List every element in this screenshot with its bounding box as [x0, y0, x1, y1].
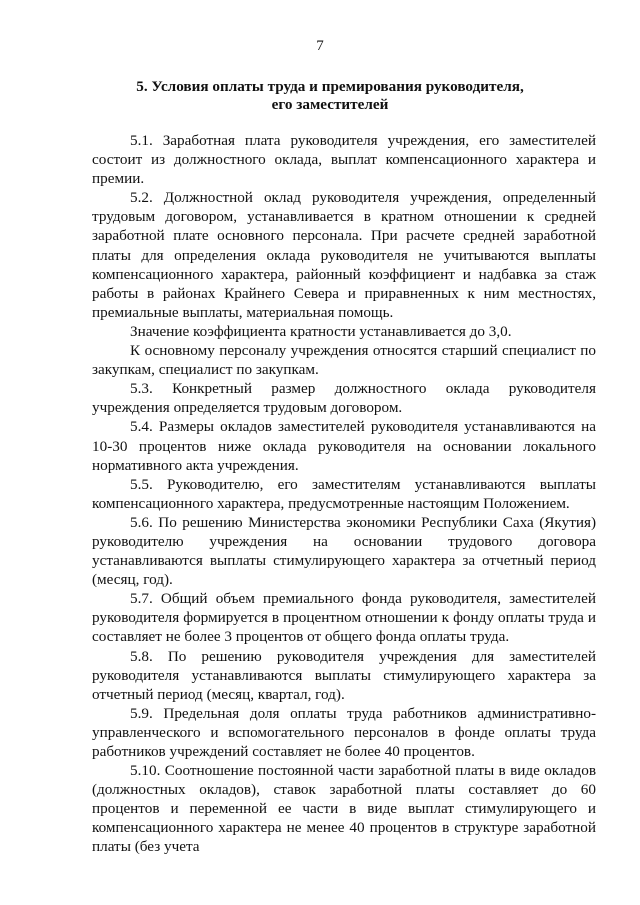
paragraph-5-5: 5.5. Руководителю, его заместителям устанавливаются выплаты компенсационного характера, предусмотренные настоящим Положением.: [92, 475, 596, 512]
paragraph-5-10: 5.10. Соотношение постоянной части заработной платы в виде окладов (должностных окладов), ставок заработной платы составляет до 60 процентов и переменной ее части в виде выплат стимулирующего и компенсационного характера не менее 40 процентов в структуре заработной платы (без учета: [92, 762, 596, 856]
paragraph-core-staff: К основному персоналу учреждения относятся старший специалист по закупкам, специалист по закупкам.: [92, 342, 596, 379]
section-body: [92, 131, 596, 857]
section-title-line-2: его заместителей: [271, 96, 389, 113]
paragraph-5-3: 5.3. Конкретный размер должностного оклада руководителя учреждения определяется трудовым договором.: [92, 380, 596, 417]
paragraph-5-4: 5.4. Размеры окладов заместителей руководителя устанавливаются на 10-30 процентов ниже оклада руководителя на основании локального нормативного акта учреждения.: [92, 418, 596, 474]
section-title: [120, 78, 540, 114]
paragraph-5-6: 5.6. По решению Министерства экономики Республики Саха (Якутия) руководителю учреждения на основании трудового договора устанавливаются выплаты стимулирующего характера за отчетный период (месяц, год).: [92, 513, 596, 589]
paragraph-5-7: 5.7. Общий объем премиального фонда руководителя, заместителей руководителя формируется в процентном отношении к фонду оплаты труда и составляет не более 3 процентов от общего фонда оплаты труда.: [92, 590, 596, 646]
paragraph-5-2: 5.2. Должностной оклад руководителя учреждения, определенный трудовым договором, устанавливается в кратном отношении к средней заработной плате основного персонала. При расчете средней заработной платы для определения оклада руководителя не учитываются выплаты компенсационного характера, районный коэффициент и надбавка за стаж работы в районах Крайнего Севера и приравненных к ним местностях, премиальные выплаты, материальная помощь.: [92, 189, 596, 321]
section-title-line-1: 5. Условия оплаты труда и премирования руководителя,: [136, 78, 524, 95]
paragraph-5-9: 5.9. Предельная доля оплаты труда работников административно-управленческого и вспомогательного персоналов в фонде оплаты труда работников учреждений составляет не более 40 процентов.: [92, 704, 596, 760]
page-number: 7: [316, 38, 324, 54]
paragraph-5-8: 5.8. По решению руководителя учреждения для заместителей руководителя устанавливаются выплаты стимулирующего характера за отчетный период (месяц, квартал, год).: [92, 647, 596, 703]
paragraph-ratio-value: Значение коэффициента кратности устанавливается до 3,0.: [130, 322, 512, 340]
paragraph-5-1: 5.1. Заработная плата руководителя учреждения, его заместителей состоит из должностного оклада, выплат компенсационного характера и премии.: [92, 132, 596, 188]
